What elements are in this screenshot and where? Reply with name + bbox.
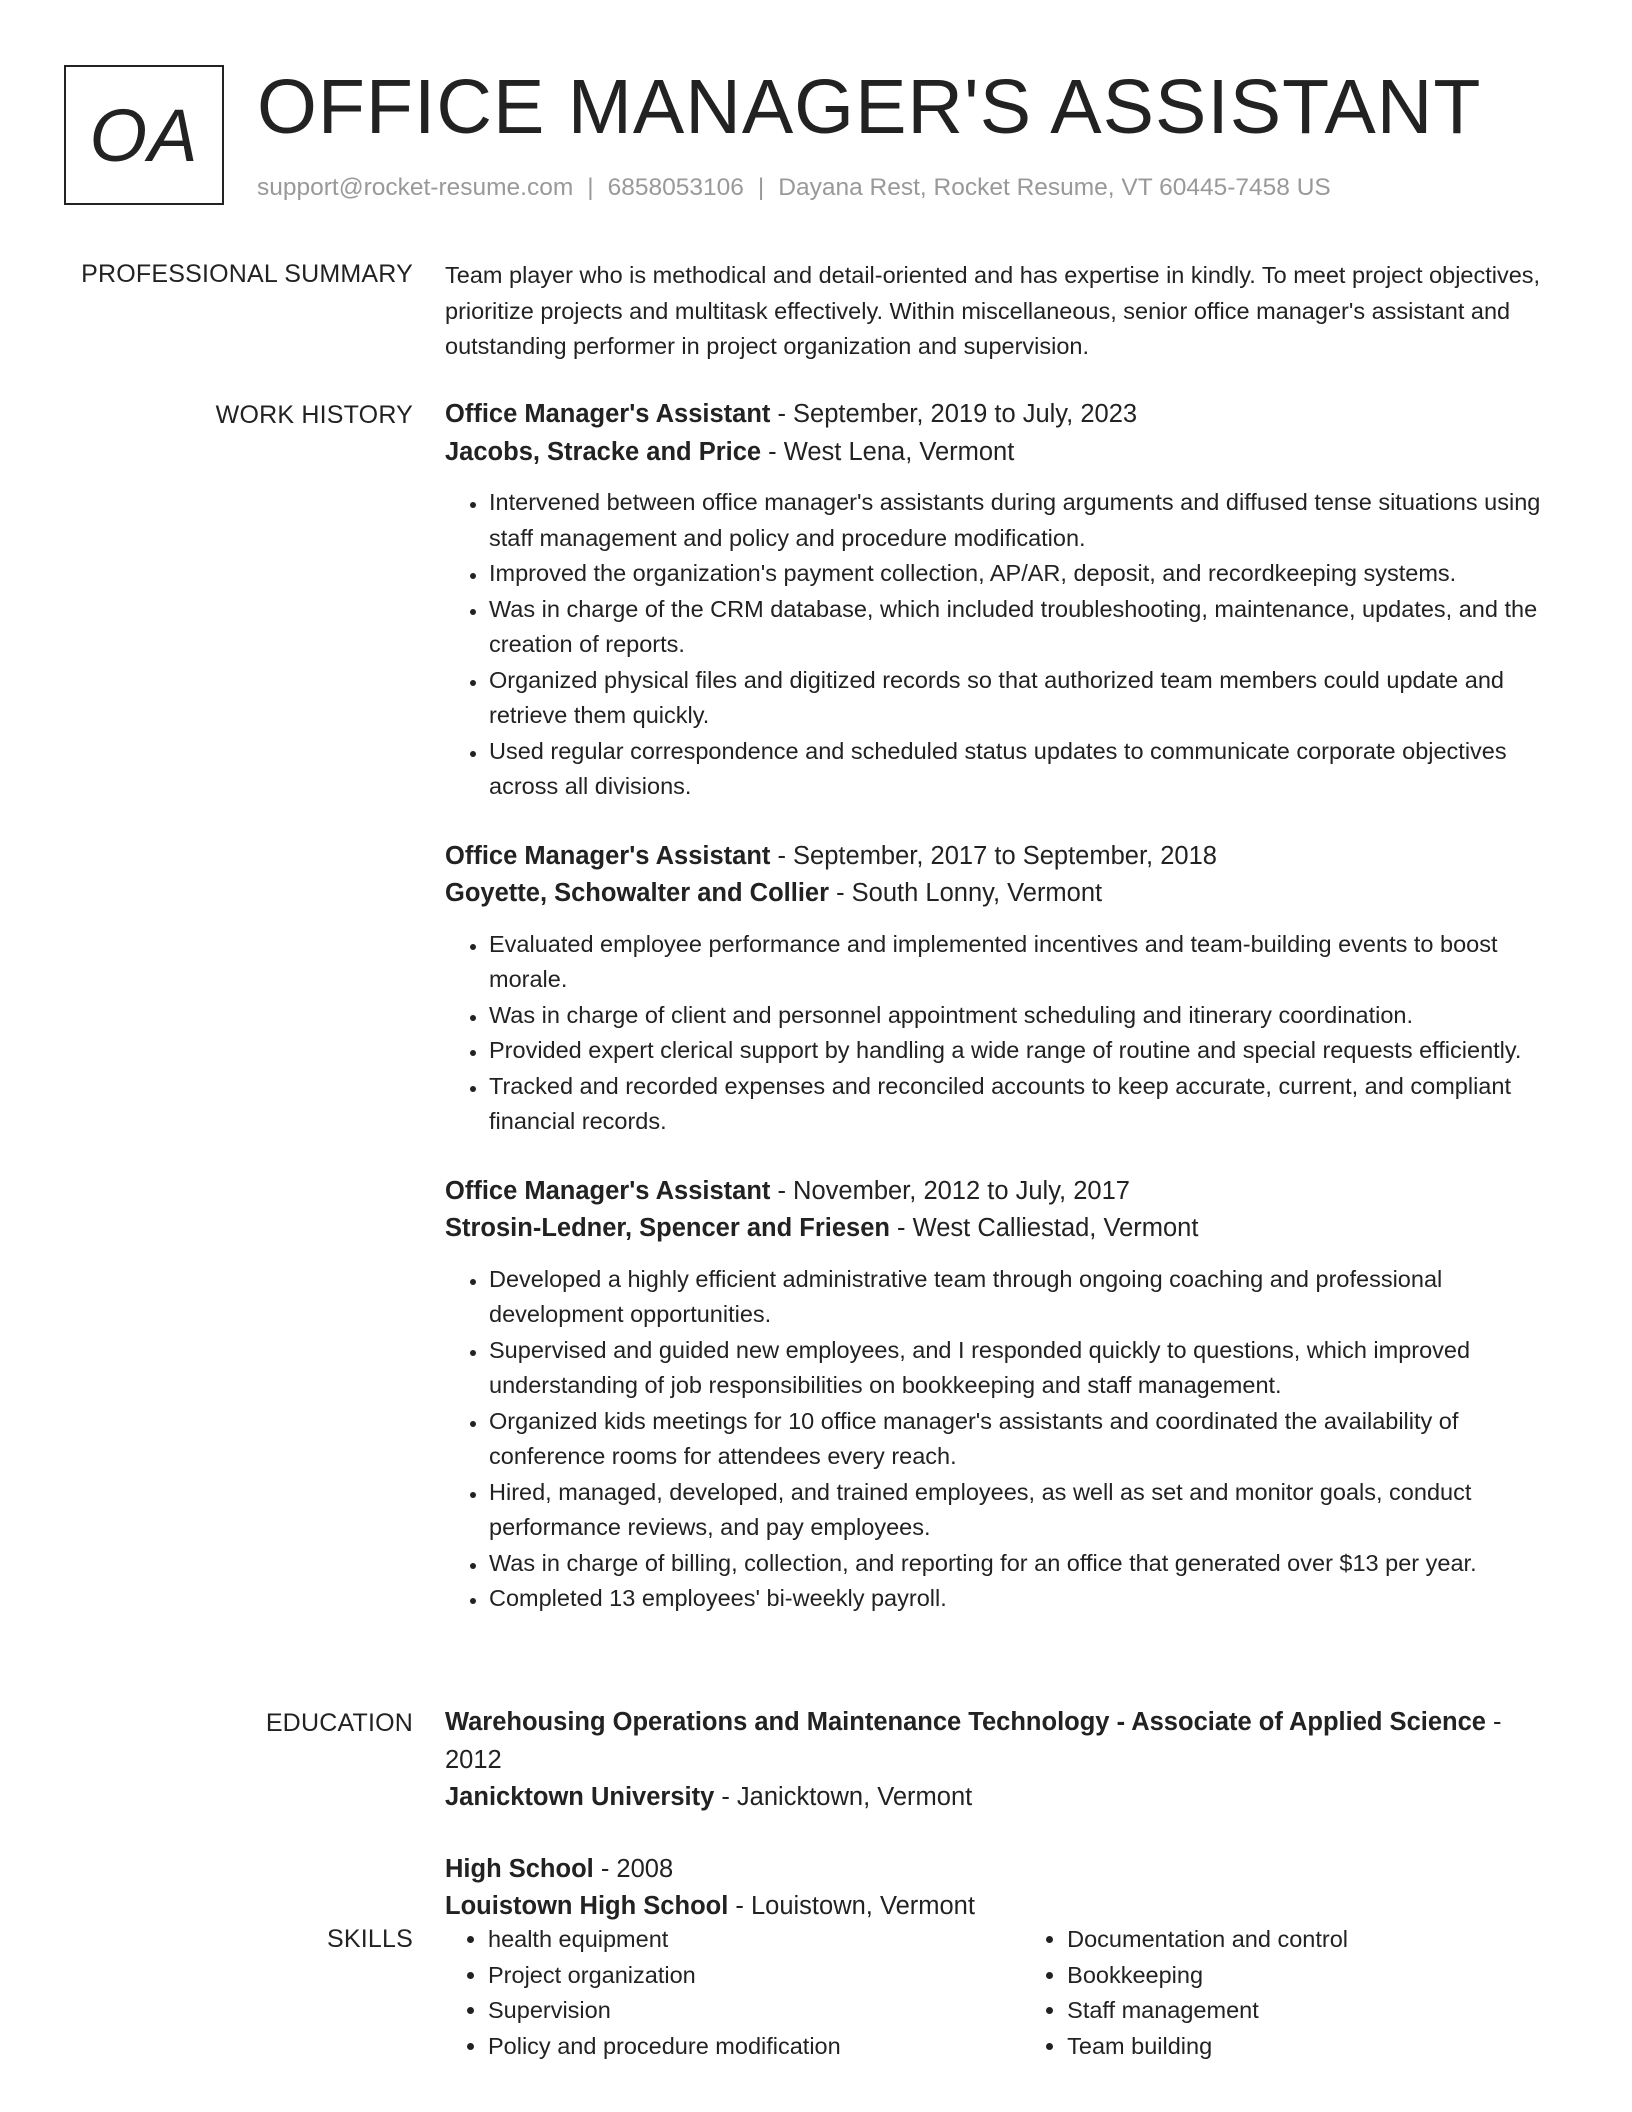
job-title-line bbox=[445, 1173, 1565, 1211]
section-label-work: WORK HISTORY bbox=[215, 401, 413, 429]
bullet-item: • Organized physical files and digitized records so that authorized team members could update and retrieve them quickly. bbox=[488, 663, 1565, 734]
resume-header bbox=[64, 65, 1568, 215]
job-bullets bbox=[445, 1262, 1565, 1617]
job-entry bbox=[445, 838, 1565, 1140]
bullet-item: • Improved the organization's payment collection, AP/AR, deposit, and recordkeeping systems. bbox=[488, 556, 1565, 592]
company-name: Strosin-Ledner, Spencer and Friesen bbox=[445, 1214, 890, 1242]
company-line bbox=[445, 1210, 1565, 1248]
job-entry bbox=[445, 1173, 1565, 1617]
job-entry bbox=[445, 396, 1565, 805]
school-line bbox=[445, 1779, 1565, 1817]
bullet-item: • Developed a highly efficient administrative team through ongoing coaching and professional development opportunities. bbox=[488, 1262, 1565, 1333]
skill-item: • health equipment bbox=[488, 1922, 1024, 1958]
job-title-line bbox=[445, 838, 1565, 876]
work-history-content bbox=[445, 396, 1565, 1650]
bullet-item: • Used regular correspondence and scheduled status updates to communicate corporate objectives across all divisions. bbox=[488, 734, 1565, 805]
bullet-item: • Organized kids meetings for 10 office manager's assistants and coordinated the availability of conference rooms for attendees every reach. bbox=[488, 1404, 1565, 1475]
phone: 6858053106 bbox=[607, 174, 744, 201]
company-line bbox=[445, 434, 1565, 472]
job-bullets bbox=[445, 927, 1565, 1140]
company-location: - South Lonny, Vermont bbox=[829, 879, 1103, 907]
degree: Warehousing Operations and Maintenance Technology - Associate of Applied Science bbox=[445, 1708, 1486, 1736]
bullet-item: • Tracked and recorded expenses and reconciled accounts to keep accurate, current, and compliant financial records. bbox=[488, 1069, 1565, 1140]
bullet-item: • Provided expert clerical support by handling a wide range of routine and special requests efficiently. bbox=[488, 1033, 1565, 1069]
graduation-year: - 2012 bbox=[445, 1708, 1502, 1774]
section-label-skills: SKILLS bbox=[327, 1925, 413, 1953]
bullet-item: • Was in charge of the CRM database, which included troubleshooting, maintenance, updates, and the creation of reports. bbox=[488, 592, 1565, 663]
job-bullets bbox=[445, 485, 1565, 805]
bullet-item: • Was in charge of client and personnel appointment scheduling and itinerary coordination. bbox=[488, 998, 1565, 1034]
skill-item: • Supervision bbox=[488, 1993, 1024, 2029]
school-location: - Louistown, Vermont bbox=[728, 1892, 975, 1920]
job-title: Office Manager's Assistant bbox=[445, 841, 771, 870]
skills-column bbox=[1024, 1922, 1565, 2064]
degree: High School bbox=[445, 1854, 594, 1883]
education-entry bbox=[445, 1851, 1565, 1926]
initials-monogram: OA bbox=[64, 65, 224, 205]
separator: | bbox=[587, 174, 594, 201]
company-name: Goyette, Schowalter and Collier bbox=[445, 879, 830, 907]
address: Dayana Rest, Rocket Resume, VT 60445-7458 US bbox=[778, 174, 1331, 201]
job-title: Office Manager's Assistant bbox=[445, 1176, 771, 1205]
skill-item: • Staff management bbox=[1067, 1993, 1565, 2029]
job-title: Office Manager's Assistant bbox=[445, 400, 771, 428]
contact-line bbox=[257, 174, 1331, 202]
company-location: - West Calliestad, Vermont bbox=[889, 1214, 1199, 1242]
bullet-item: • Evaluated employee performance and implemented incentives and team-building events to boost morale. bbox=[488, 927, 1565, 998]
company-name: Jacobs, Stracke and Price bbox=[445, 437, 762, 466]
education-entry bbox=[445, 1704, 1565, 1817]
job-dates: - September, 2017 to September, 2018 bbox=[770, 841, 1217, 870]
skills-column bbox=[445, 1922, 1024, 2064]
job-title-line bbox=[445, 396, 1565, 434]
email: support@rocket-resume.com bbox=[257, 174, 574, 201]
skill-item: • Documentation and control bbox=[1067, 1922, 1565, 1958]
graduation-year: - 2008 bbox=[593, 1854, 674, 1883]
job-dates: - September, 2019 to July, 2023 bbox=[770, 400, 1138, 428]
skill-item: • Bookkeeping bbox=[1067, 1958, 1565, 1994]
school-name: Louistown High School bbox=[445, 1892, 729, 1920]
candidate-name: OFFICE MANAGER'S ASSISTANT bbox=[257, 64, 1482, 150]
bullet-item: • Supervised and guided new employees, and I responded quickly to questions, which improved understanding of job responsibilities on bookkeeping and staff management. bbox=[488, 1333, 1565, 1404]
separator: | bbox=[757, 174, 765, 201]
company-location: - West Lena, Vermont bbox=[761, 437, 1015, 466]
school-location: - Janicktown, Vermont bbox=[714, 1783, 973, 1811]
skill-item: • Team building bbox=[1067, 2029, 1565, 2065]
bullet-item: • Intervened between office manager's assistants during arguments and diffused tense situations using staff management and policy and procedure modification. bbox=[488, 485, 1565, 556]
degree-line bbox=[445, 1704, 1565, 1779]
skills-list bbox=[445, 1922, 1565, 2064]
skill-item: • Project organization bbox=[488, 1958, 1024, 1994]
company-line bbox=[445, 875, 1565, 913]
bullet-item: • Was in charge of billing, collection, and reporting for an office that generated over $13 per year. bbox=[488, 1546, 1565, 1582]
school-name: Janicktown University bbox=[445, 1783, 715, 1811]
section-label-education: EDUCATION bbox=[265, 1709, 413, 1737]
bullet-item: • Hired, managed, developed, and trained employees, as well as set and monitor goals, conduct performance reviews, and pay employees. bbox=[488, 1475, 1565, 1546]
bullet-item: • Completed 13 employees' bi-weekly payroll. bbox=[488, 1581, 1565, 1617]
school-line bbox=[445, 1888, 1565, 1926]
job-dates: - November, 2012 to July, 2017 bbox=[770, 1176, 1130, 1205]
degree-line bbox=[445, 1851, 1565, 1889]
skill-item: • Policy and procedure modification bbox=[488, 2029, 1024, 2065]
section-label-summary: PROFESSIONAL SUMMARY bbox=[81, 260, 413, 288]
summary-text: Team player who is methodical and detail-oriented and has expertise in kindly. To meet project objectives, prioritize projects and multitask effectively. Within miscellaneous, senior office manager's assistant and outstanding performer in project organization and supervision. bbox=[445, 262, 1541, 359]
